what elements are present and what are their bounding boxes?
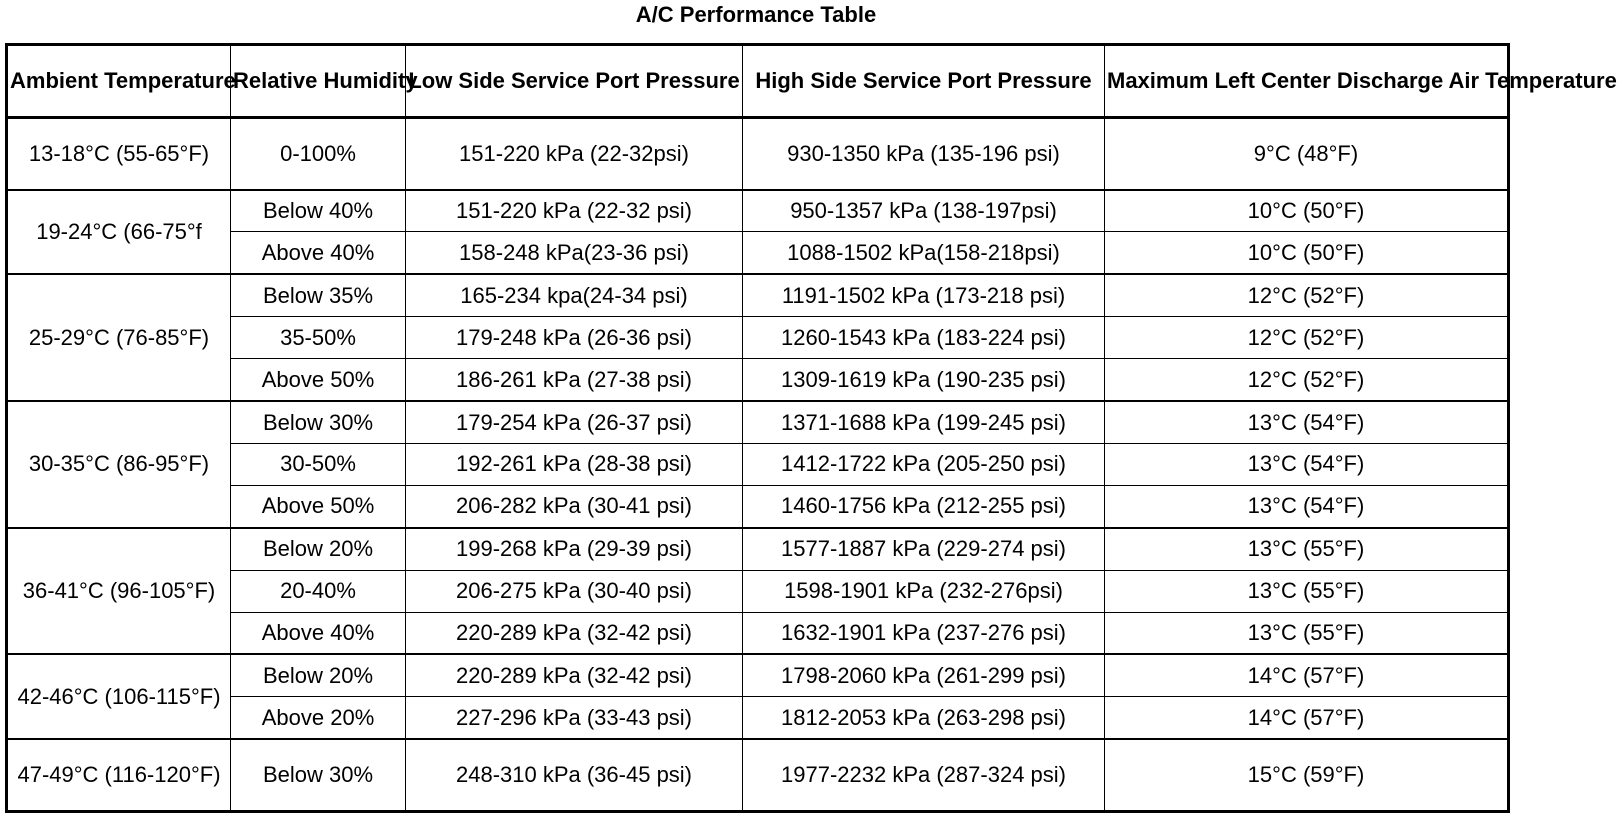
humidity-cell: Below 30% [231,739,406,811]
table-row [7,485,1509,527]
high-pressure-cell: 1191-1502 kPa (173-218 psi) [743,274,1105,316]
table-row [7,654,1509,696]
humidity-cell: Below 30% [231,401,406,443]
low-pressure-cell: 151-220 kPa (22-32 psi) [406,190,743,232]
humidity-cell: Above 50% [231,485,406,527]
table-row [7,612,1509,654]
low-pressure-cell: 179-248 kPa (26-36 psi) [406,317,743,359]
high-pressure-cell: 1309-1619 kPa (190-235 psi) [743,359,1105,401]
ambient-temperature-cell: 36-41°C (96-105°F) [7,528,231,655]
humidity-cell: Above 40% [231,232,406,274]
low-pressure-cell: 248-310 kPa (36-45 psi) [406,739,743,811]
high-pressure-cell: 1260-1543 kPa (183-224 psi) [743,317,1105,359]
header-relative-humidity: Relative Humidity [231,45,406,118]
table-row [7,190,1509,232]
header-high-side-pressure: High Side Service Port Pressure [743,45,1105,118]
discharge-temperature-cell: 13°C (54°F) [1105,443,1509,485]
low-pressure-cell: 220-289 kPa (32-42 psi) [406,654,743,696]
header-row [7,45,1509,118]
discharge-temperature-cell: 12°C (52°F) [1105,359,1509,401]
ambient-temperature-cell: 42-46°C (106-115°F) [7,654,231,739]
header-discharge-air-temperature: Maximum Left Center Discharge Air Temperature [1105,45,1509,118]
low-pressure-cell: 179-254 kPa (26-37 psi) [406,401,743,443]
ambient-temperature-cell: 25-29°C (76-85°F) [7,274,231,401]
table-title: A/C Performance Table [635,2,877,27]
low-pressure-cell: 199-268 kPa (29-39 psi) [406,528,743,570]
humidity-cell: Below 20% [231,528,406,570]
low-pressure-cell: 220-289 kPa (32-42 psi) [406,612,743,654]
ambient-temperature-cell: 19-24°C (66-75°f [7,190,231,275]
table-row [7,443,1509,485]
discharge-temperature-cell: 14°C (57°F) [1105,697,1509,739]
table-row [7,274,1509,316]
discharge-temperature-cell: 13°C (55°F) [1105,570,1509,612]
low-pressure-cell: 192-261 kPa (28-38 psi) [406,443,743,485]
high-pressure-cell: 1812-2053 kPa (263-298 psi) [743,697,1105,739]
discharge-temperature-cell: 14°C (57°F) [1105,654,1509,696]
humidity-cell: Above 50% [231,359,406,401]
table-row [7,232,1509,274]
high-pressure-cell: 1977-2232 kPa (287-324 psi) [743,739,1105,811]
low-pressure-cell: 206-275 kPa (30-40 psi) [406,570,743,612]
high-pressure-cell: 1632-1901 kPa (237-276 psi) [743,612,1105,654]
table-row [7,739,1509,811]
humidity-cell: Below 35% [231,274,406,316]
discharge-temperature-cell: 13°C (54°F) [1105,401,1509,443]
high-pressure-cell: 1412-1722 kPa (205-250 psi) [743,443,1105,485]
high-pressure-cell: 1577-1887 kPa (229-274 psi) [743,528,1105,570]
ac-performance-table [5,43,1617,813]
high-pressure-cell: 950-1357 kPa (138-197psi) [743,190,1105,232]
header-ambient-temperature: Ambient Temperature [7,45,231,118]
high-pressure-cell: 930-1350 kPa (135-196 psi) [743,118,1105,190]
table-row [7,697,1509,739]
ambient-temperature-cell: 13-18°C (55-65°F) [7,118,231,190]
ambient-temperature-cell: 30-35°C (86-95°F) [7,401,231,528]
humidity-cell: 30-50% [231,443,406,485]
table-row [7,401,1509,443]
table-row [7,570,1509,612]
humidity-cell: Above 40% [231,612,406,654]
humidity-cell: 20-40% [231,570,406,612]
discharge-temperature-cell: 10°C (50°F) [1105,232,1509,274]
high-pressure-cell: 1798-2060 kPa (261-299 psi) [743,654,1105,696]
discharge-temperature-cell: 12°C (52°F) [1105,274,1509,316]
discharge-temperature-cell: 9°C (48°F) [1105,118,1509,190]
discharge-temperature-cell: 15°C (59°F) [1105,739,1509,811]
header-low-side-pressure: Low Side Service Port Pressure [406,45,743,118]
low-pressure-cell: 186-261 kPa (27-38 psi) [406,359,743,401]
high-pressure-cell: 1371-1688 kPa (199-245 psi) [743,401,1105,443]
table-row [7,528,1509,570]
high-pressure-cell: 1598-1901 kPa (232-276psi) [743,570,1105,612]
high-pressure-cell: 1088-1502 kPa(158-218psi) [743,232,1105,274]
humidity-cell: Above 20% [231,697,406,739]
low-pressure-cell: 158-248 kPa(23-36 psi) [406,232,743,274]
humidity-cell: Below 40% [231,190,406,232]
ambient-temperature-cell: 47-49°C (116-120°F) [7,739,231,811]
discharge-temperature-cell: 12°C (52°F) [1105,317,1509,359]
low-pressure-cell: 206-282 kPa (30-41 psi) [406,485,743,527]
table-row [7,317,1509,359]
discharge-temperature-cell: 13°C (55°F) [1105,612,1509,654]
discharge-temperature-cell: 13°C (54°F) [1105,485,1509,527]
discharge-temperature-cell: 10°C (50°F) [1105,190,1509,232]
low-pressure-cell: 227-296 kPa (33-43 psi) [406,697,743,739]
discharge-temperature-cell: 13°C (55°F) [1105,528,1509,570]
table-row [7,359,1509,401]
high-pressure-cell: 1460-1756 kPa (212-255 psi) [743,485,1105,527]
table-row [7,118,1509,190]
low-pressure-cell: 165-234 kpa(24-34 psi) [406,274,743,316]
humidity-cell: Below 20% [231,654,406,696]
humidity-cell: 35-50% [231,317,406,359]
low-pressure-cell: 151-220 kPa (22-32psi) [406,118,743,190]
humidity-cell: 0-100% [231,118,406,190]
